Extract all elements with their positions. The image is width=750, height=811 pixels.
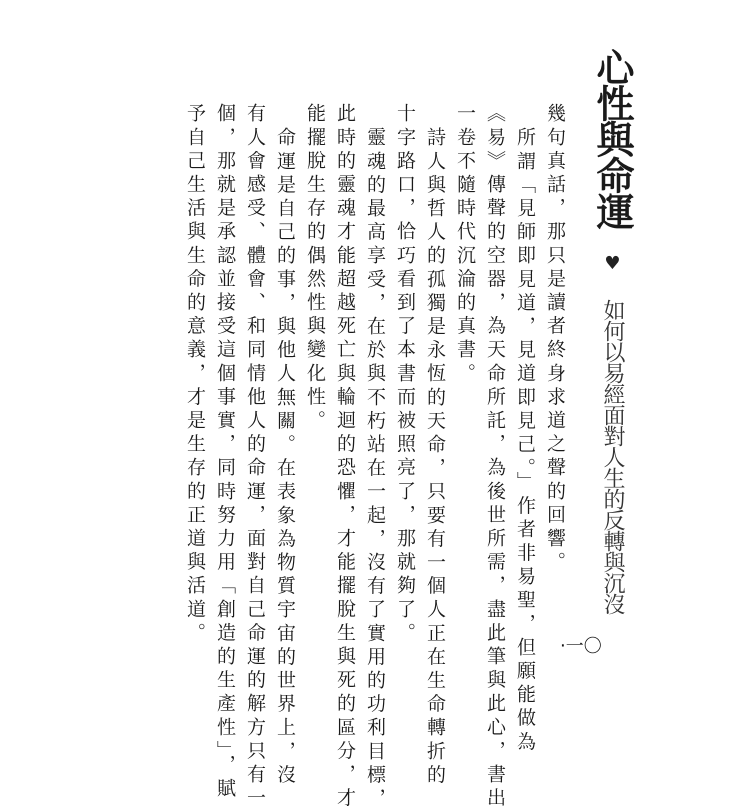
text-column-6: 十字路口，恰巧看到了本書而被照亮了，那就夠了。 [394,103,416,646]
text-column-10: 命運是自己的事，與他人無關。在表象為物質宇宙的世界上，沒 [274,127,296,788]
text-column-11: 有人會感受、體會、和同情他人的命運，面對自己命運的解方只有一 [244,103,266,811]
text-column-5: 詩人與哲人的孤獨是永恆的天命，只要有一個人正在生命轉折的 [424,127,446,788]
text-column-13: 予自己生活與生命的意義，才是生存的正道與活道。 [184,103,206,646]
text-column-2: 所謂「見師即見道，見道即見己。」作者非易聖，但願能做為 [514,127,536,755]
text-column-1: 幾句真話，那只是讀者終身求道之聲的回響。 [544,103,566,575]
book-subtitle: 如何以易經面對人生的反轉與沉沒 [600,299,625,614]
text-column-7: 靈魂的最高享受，在於與不朽站在一起，沒有了實用的功利目標， [364,127,386,811]
text-column-9: 能擺脫生存的偶然性與變化性。 [304,103,326,434]
heart-ornament-icon: ♥ [602,253,623,274]
text-column-8: 此時的靈魂才能超越死亡與輪迴的恐懼，才能擺脫生與死的區分，才 [334,103,356,811]
text-column-4: 一卷不隨時代沉淪的真書。 [454,103,476,387]
book-title: 心性與命運 [590,48,635,228]
text-column-12: 個，那就是承認並接受這個事實，同時努力用「創造的生產性」，賦 [214,103,236,802]
running-head [585,48,640,614]
text-column-3: 《易》傳聲的空器，為天命所託，為後世所需，盡此筆與此心，書出 [484,103,506,811]
page-number: ‧一〇 [560,636,602,657]
